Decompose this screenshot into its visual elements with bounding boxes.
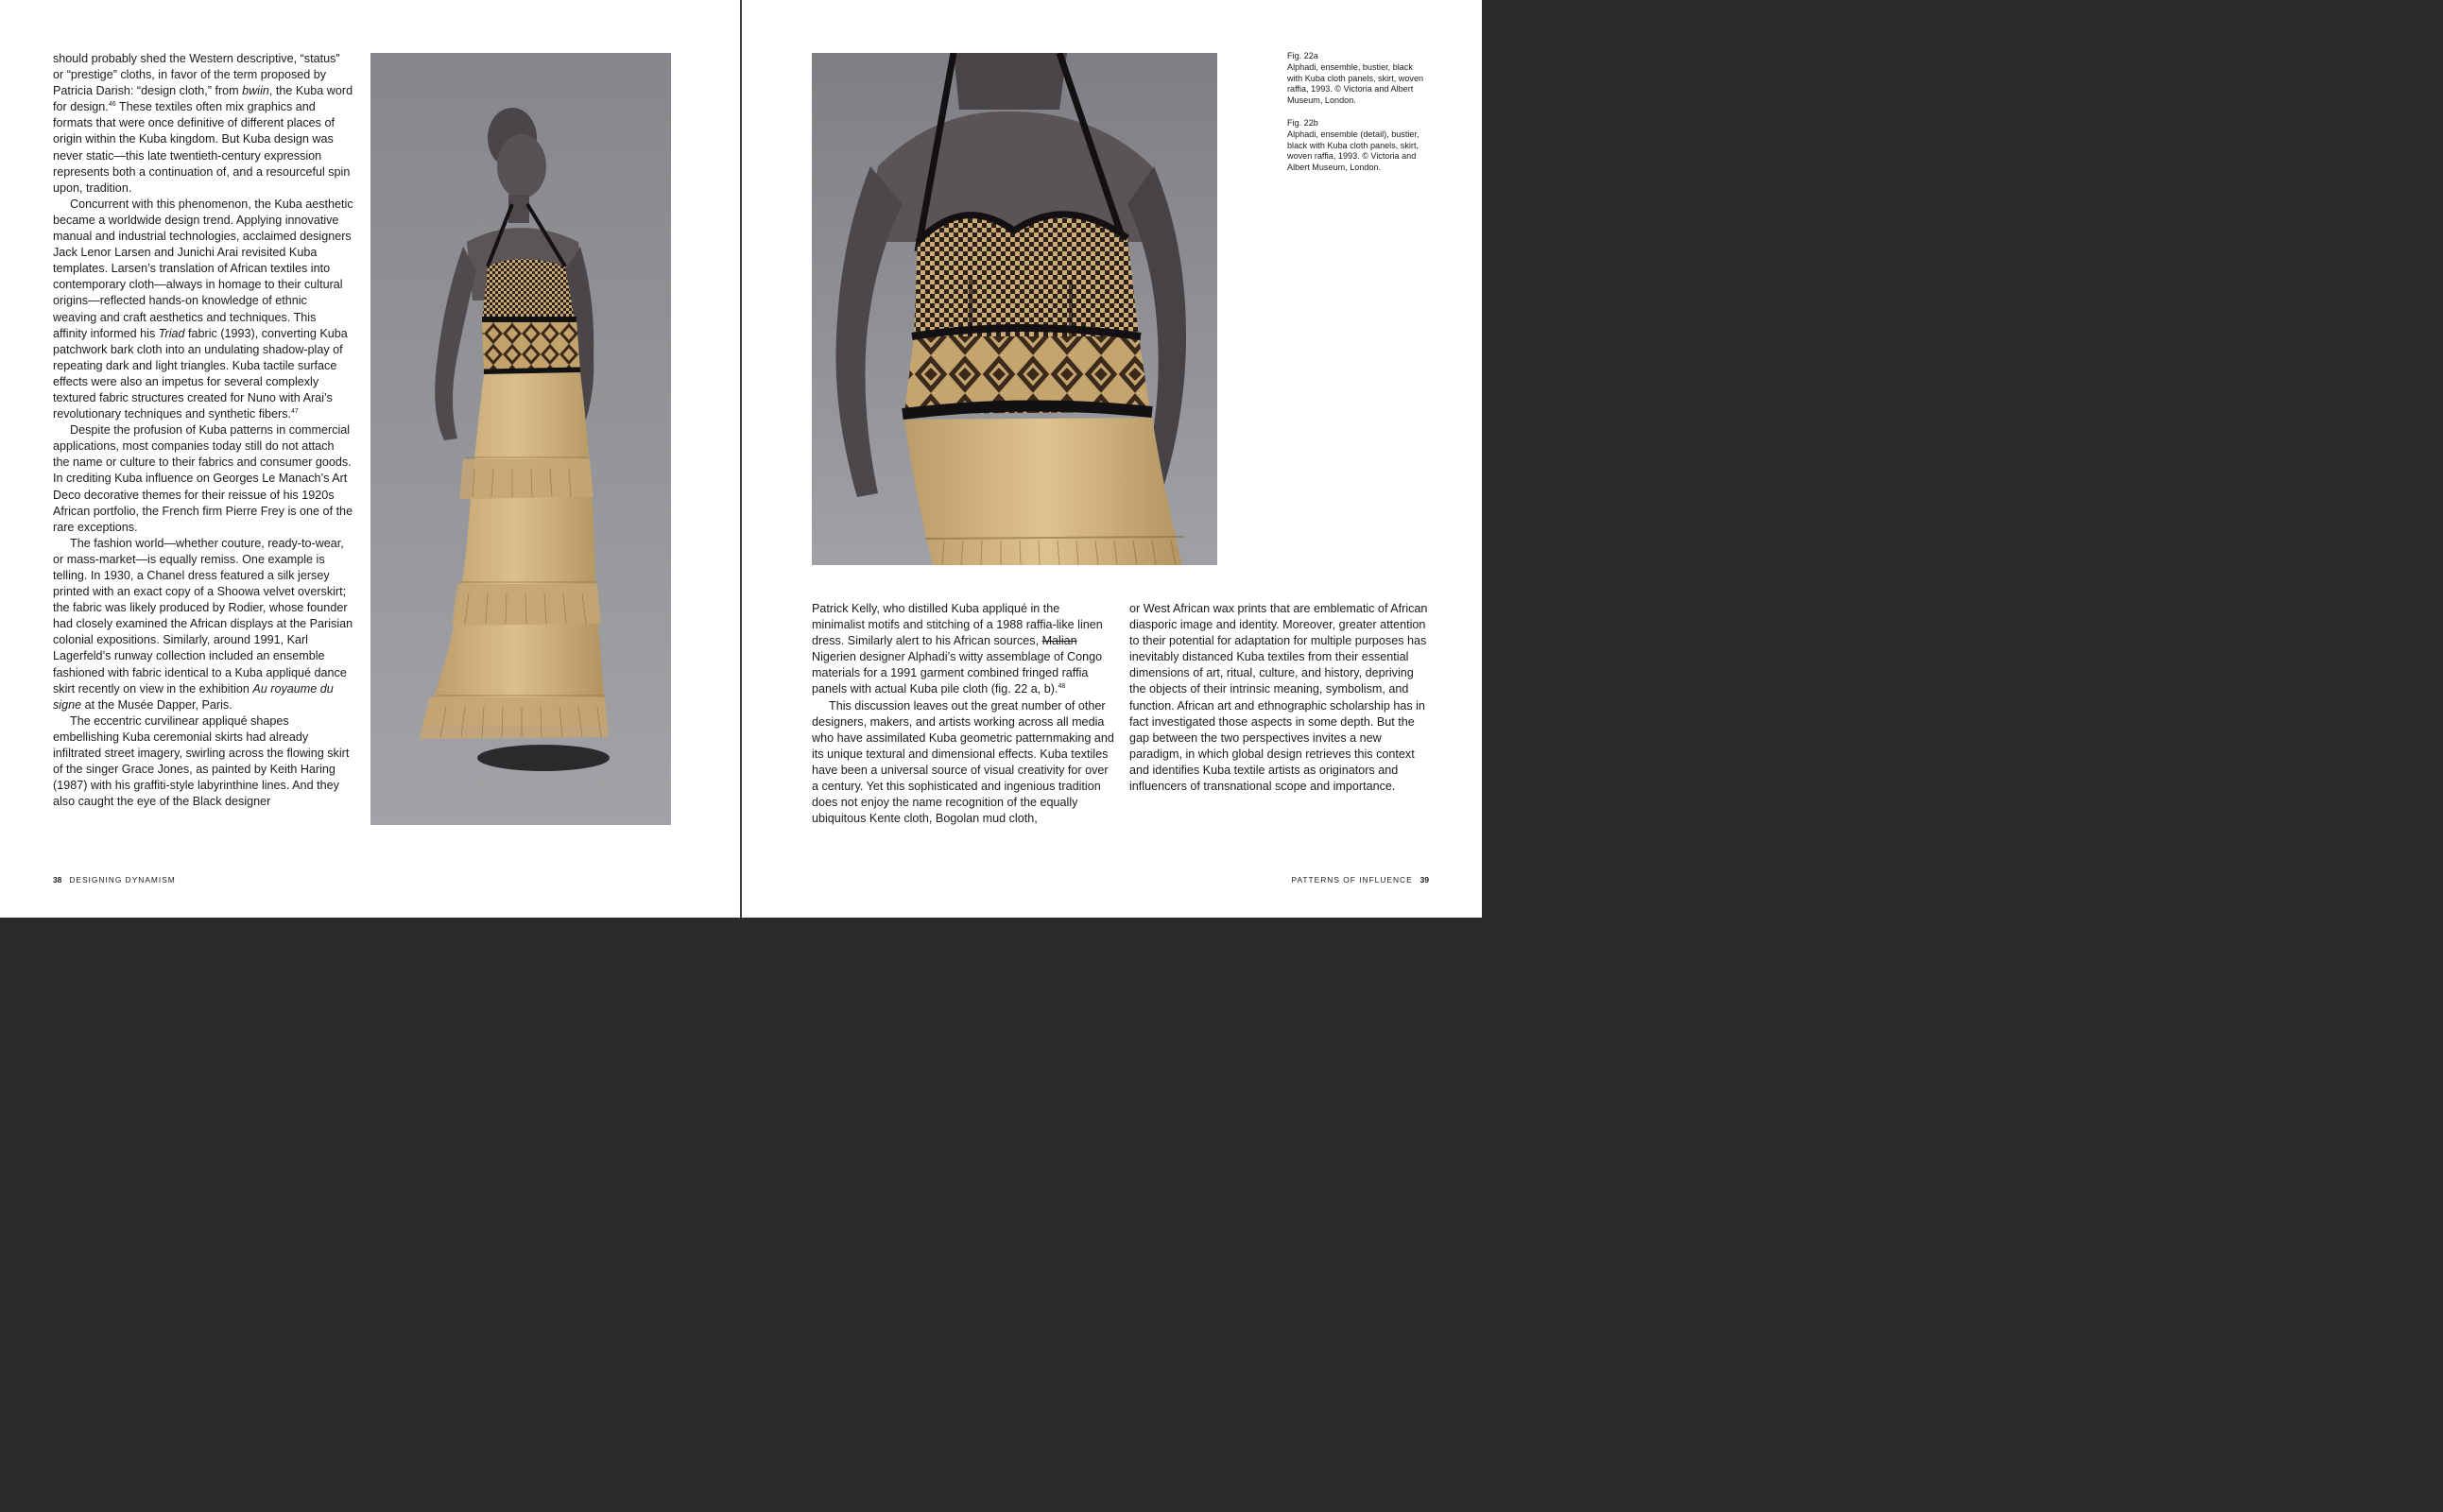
book-spread (0, 0, 1482, 918)
paragraph: The eccentric curvilinear appliqué shapes embellishing Kuba ceremonial skirts had already infiltrated street imagery, swirling across the flowing skirt of the singer Grace Jones, as painted by Keith Haring (1987) with his graffiti-style labyrinthine lines. And they also caught the eye of the Black designer (53, 713, 350, 809)
page-number: 39 (1419, 875, 1429, 885)
paragraph: Patrick Kelly, who distilled Kuba appliqué in the minimalist motifs and stitching of a 1988 raffia-like linen dress. Similarly alert to his African sources, Malian Nigerien designer Alphadi’s witty assemblage of Congo materials for a 1991 garment combined fringed raffia panels with actual Kuba pile cloth (fig. 22 a, b).$^{48}$ (812, 602, 1103, 696)
right-page (742, 0, 1482, 918)
caption-label-22b: Fig. 22b (1287, 117, 1318, 128)
paragraph: should probably shed the Western descriptive, “status” or “prestige” cloths, in favor of the term proposed by Patricia Darish: “design cloth,” from bwiin, the Kuba word for design.$^{46}$ These textiles often mix graphics and formats that were once definitive of different places of origin within the Kuba kingdom. But Kuba design was never static—this late twentieth-century expression represents both a continuation of, and a resourceful spin upon, tradition. (53, 52, 353, 195)
right-text-column-1 (812, 601, 1114, 827)
mannequin-illustration (370, 53, 671, 825)
paragraph: or West African wax prints that are emblematic of African diasporic image and identity. Moreover, greater attention to their potential for adaptation for multiple purposes has inevitably distanced Kuba textiles from their essential dimensions of art, ritual, culture, and history, depriving the objects of their intrinsic meaning, symbolism, and function. African art and ethnographic scholarship has in fact investigated those aspects in some depth. But the gap between the two perspectives invites a new paradigm, in which global design retrieves this context and identifies Kuba textile artists as originators and influencers of transnational scope and importance. (1129, 602, 1428, 794)
right-text-column-2 (1129, 601, 1430, 795)
paragraph: Despite the profusion of Kuba patterns in commercial applications, most companies today still do not attach the name or culture to their fabrics and consumer goods. In crediting Kuba influence on Georges Le Manach’s Art Deco decorative themes for their reissue of his 1920s African portfolio, the French firm Pierre Frey is one of the rare exceptions. (53, 423, 353, 534)
figure-captions (1287, 51, 1429, 174)
running-head: PATTERNS OF INFLUENCE (1291, 875, 1413, 885)
figure-photo-detail (812, 53, 1217, 565)
caption-text-22b: Alphadi, ensemble (detail), bustier, black with Kuba cloth panels, skirt, woven raffia, 1993. © Victoria and Albert Museum, London. (1287, 129, 1419, 173)
figure-photo-full-ensemble (370, 53, 671, 825)
endnote-ref[interactable]: 46 (108, 101, 116, 109)
paragraph: Concurrent with this phenomenon, the Kuba aesthetic became a worldwide design trend. Applying innovative manual and industrial technologies, acclaimed designers Jack Lenor Larsen and Junichi Arai revisited Kuba templates. Larsen’s translation of African textiles into contemporary cloth—always in homage to their cultural origins—reflected hands-on knowledge of ethnic weaving and craft aesthetics and techniques. This affinity informed his Triad fabric (1993), converting Kuba patchwork bark cloth into an undulating shadow-play of repeating dark and light triangles. Kuba tactile surface effects were also an impetus for several complexly textured fabric structures created for Nuno with Arai’s revolutionary techniques and synthetic fibers.$^{47}$ (53, 197, 353, 421)
endnote-ref[interactable]: 48 (1058, 683, 1066, 691)
left-page (0, 0, 740, 918)
struck-word: Malian (1041, 634, 1077, 648)
left-text-column (53, 51, 353, 810)
endnote-ref[interactable]: 47 (291, 407, 299, 415)
paragraph: This discussion leaves out the great number of other designers, makers, and artists working across all media who have assimilated Kuba geometric patternmaking and its unique textural and dimensional effects. Kuba textiles have been a universal source of visual creativity for over a century. Yet this sophisticated and ingenious tradition does not enjoy the name recognition of the equally ubiquitous Kente cloth, Bogolan mud cloth, (812, 698, 1114, 826)
bustier-detail-illustration (812, 53, 1217, 565)
page-number: 38 (53, 875, 62, 885)
caption-label-22a: Fig. 22a (1287, 51, 1318, 60)
caption-text-22a: Alphadi, ensemble, bustier, black with Kuba cloth panels, skirt, woven raffia, 1993. © Victoria and Albert Museum, London. (1287, 61, 1424, 106)
right-folio (1291, 875, 1429, 885)
running-head: DESIGNING DYNAMISM (69, 875, 176, 885)
left-folio (53, 875, 176, 885)
paragraph: The fashion world—whether couture, ready-to-wear, or mass-market—is equally remiss. One example is telling. In 1930, a Chanel dress featured a silk jersey printed with an exact copy of a Shoowa velvet overskirt; the fabric was likely produced by Rodier, whose founder had closely examined the African displays at the Parisian colonial expositions. Similarly, around 1991, Karl Lagerfeld’s runway collection included an ensemble fashioned with fabric identical to a Kuba appliqué dance skirt recently on view in the exhibition Au royaume du signe at the Musée Dapper, Paris. (53, 536, 353, 712)
